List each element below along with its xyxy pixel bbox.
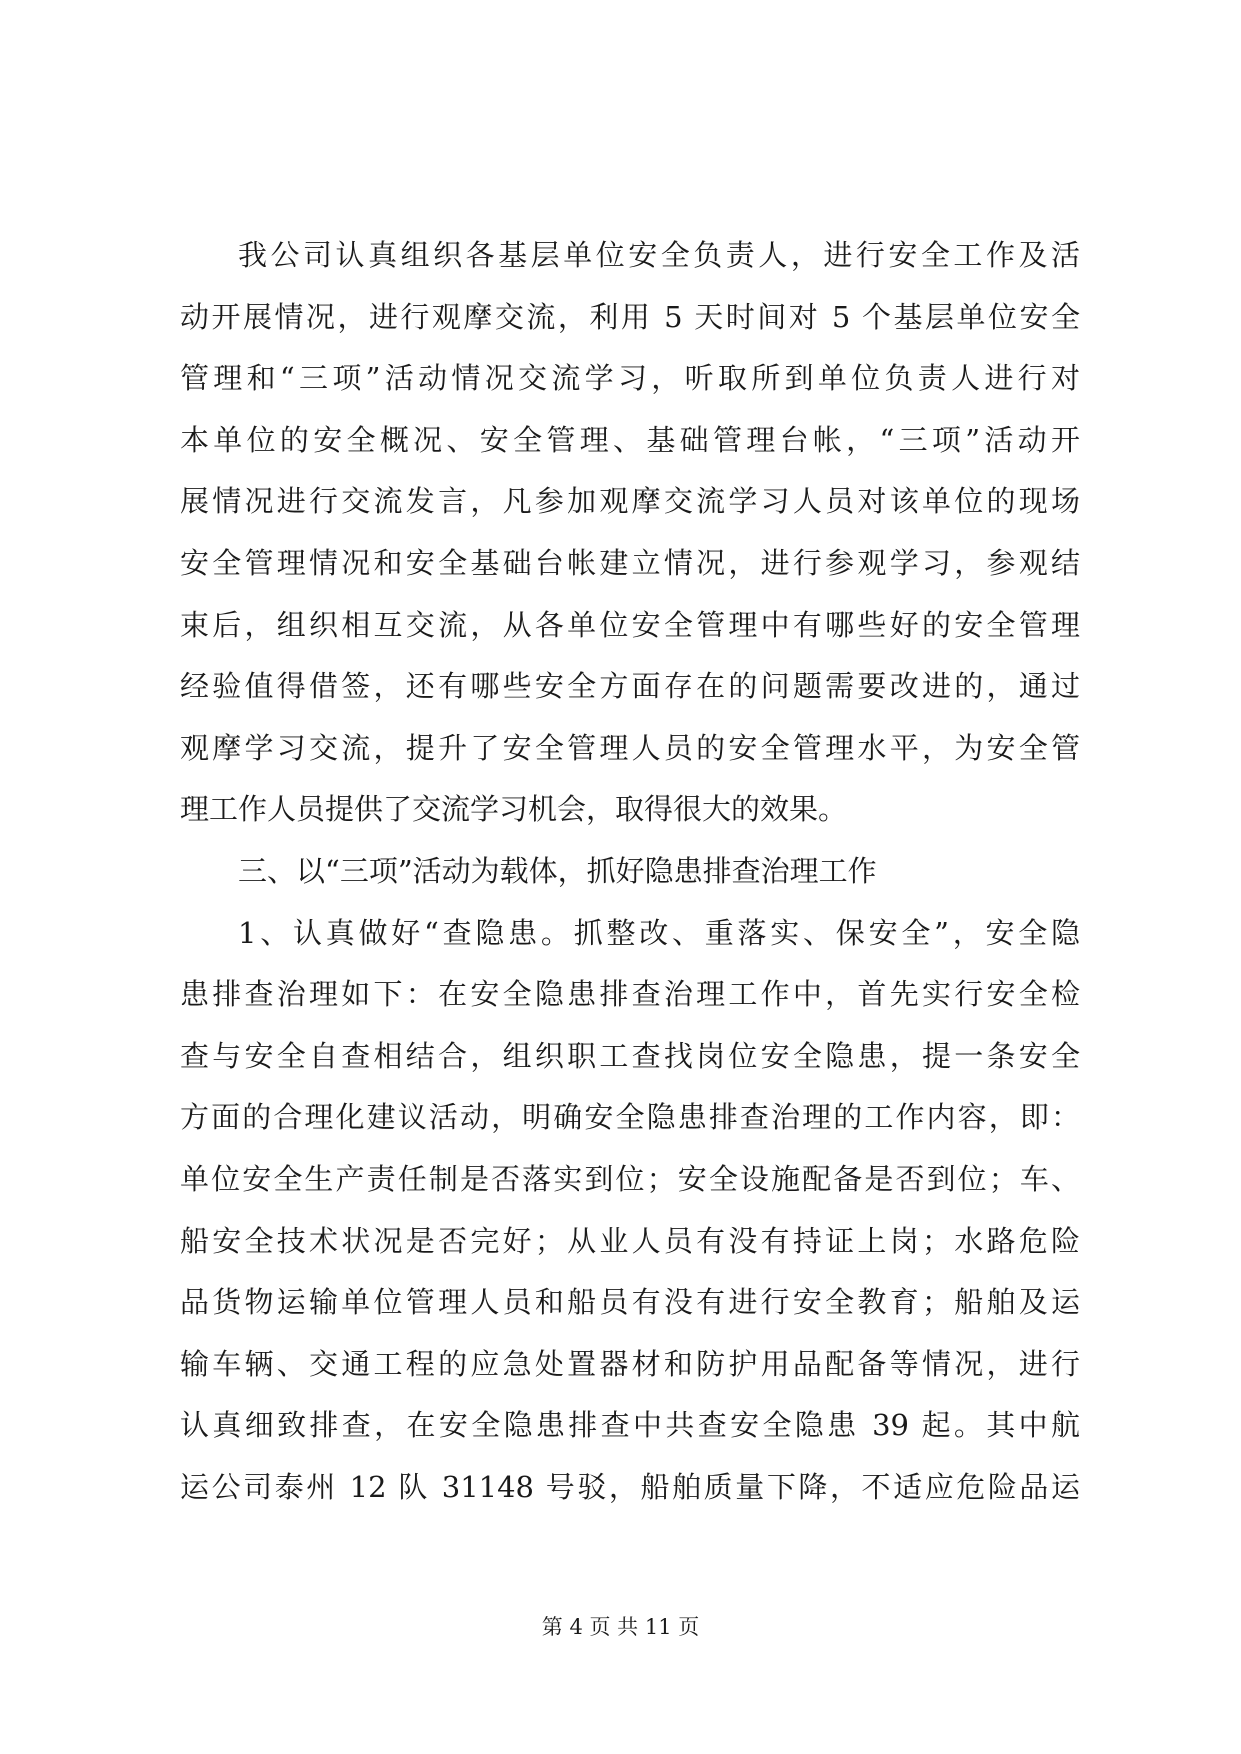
text-line: 品货物运输单位管理人员和船员有没有进行安全教育；船舶及运 [180, 1285, 1080, 1320]
text-line: 患排查治理如下：在安全隐患排查治理工作中，首先实行安全检 [180, 977, 1080, 1012]
page-number-footer: 第 4 页 共 11 页 [541, 1615, 700, 1639]
text-line: 单位安全生产责任制是否落实到位；安全设施配备是否到位；车、 [180, 1161, 1080, 1196]
text-line: 管理和“三项”活动情况交流学习，听取所到单位负责人进行对 [180, 361, 1080, 396]
text-line: 动开展情况，进行观摩交流，利用 5 天时间对 5 个基层单位安全 [180, 299, 1080, 334]
text-line: 1、认真做好“查隐患。抓整改、重落实、保安全”，安全隐 [238, 915, 1080, 950]
body-text [180, 225, 1080, 1518]
text-line: 本单位的安全概况、安全管理、基础管理台帐，“三项”活动开 [180, 422, 1080, 457]
text-line: 运公司泰州 12 队 31148 号驳，船舶质量下降，不适应危险品运 [180, 1469, 1080, 1504]
text-line: 船安全技术状况是否完好；从业人员有没有持证上岗；水路危险 [180, 1223, 1080, 1258]
text-line: 我公司认真组织各基层单位安全负责人，进行安全工作及活 [238, 238, 1080, 272]
text-line: 安全管理情况和安全基础台帐建立情况，进行参观学习，参观结 [180, 545, 1080, 580]
text-line: 观摩学习交流，提升了安全管理人员的安全管理水平，为安全管 [180, 730, 1080, 765]
text-line: 展情况进行交流发言，凡参加观摩交流学习人员对该单位的现场 [180, 484, 1080, 519]
text-line: 认真细致排查，在安全隐患排查中共查安全隐患 39 起。其中航 [180, 1408, 1080, 1443]
text-line: 束后，组织相互交流，从各单位安全管理中有哪些好的安全管理 [180, 607, 1080, 642]
text-line: 输车辆、交通工程的应急处置器材和防护用品配备等情况，进行 [180, 1346, 1080, 1381]
section-heading: 三、以“三项”活动为载体，抓好隐患排查治理工作 [238, 853, 877, 888]
text-line: 查与安全自查相结合，组织职工查找岗位安全隐患，提一条安全 [180, 1038, 1080, 1073]
text-line: 经验值得借签，还有哪些安全方面存在的问题需要改进的，通过 [180, 669, 1080, 704]
text-line: 方面的合理化建议活动，明确安全隐患排查治理的工作内容，即： [180, 1100, 1080, 1135]
text-line: 理工作人员提供了交流学习机会，取得很大的效果。 [180, 792, 848, 827]
